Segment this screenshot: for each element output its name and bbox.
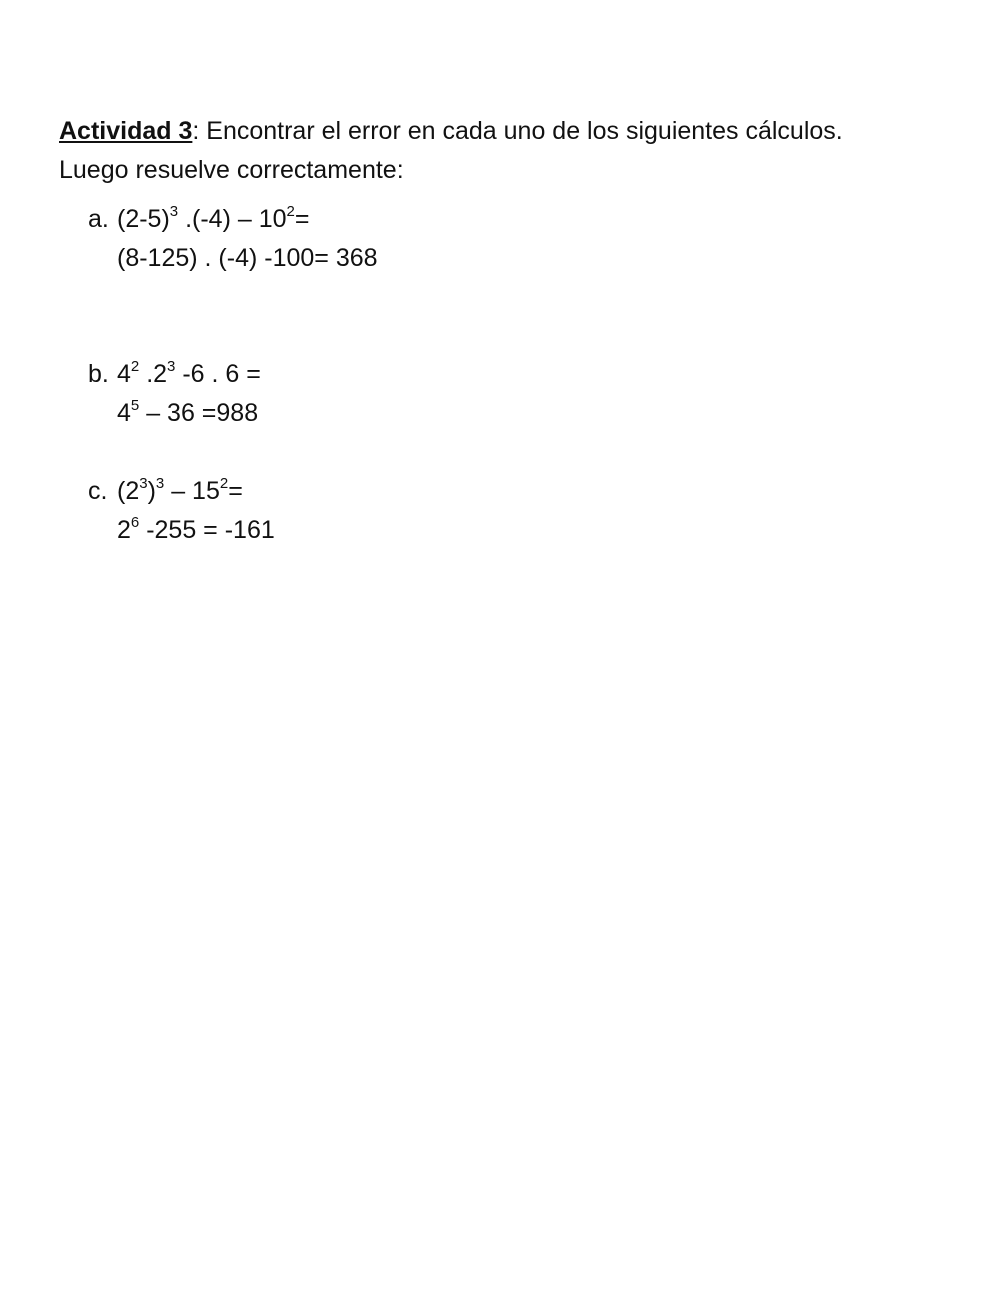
- activity-heading: [59, 112, 959, 190]
- exercise-b-statement: b. $4^2$ $.2^3$ -6 . 6 =: [88, 355, 261, 394]
- exercise-b-calculation: $4^5 - 36 =988$: [117, 396, 259, 427]
- exercise-a-calculation: (8-125) . (-4) -100= 368: [117, 244, 378, 272]
- heading-line-2: Luego resuelve correctamente:: [59, 156, 404, 184]
- heading-line-1: [59, 112, 959, 151]
- exercise-c-statement: c. $(2^3)^3 - 15^2=$: [88, 472, 275, 511]
- exercise-c-calculation: $2^6$ -255 = -161: [117, 513, 275, 544]
- exercise-b-marker: b.: [88, 360, 109, 388]
- exercise-c-marker: c.: [88, 477, 108, 505]
- exercise-a-statement: a. $(2-5)^3$ $.(-4) - 10^2=$: [88, 200, 378, 239]
- exercise-b: [88, 355, 261, 433]
- exercise-c: [88, 472, 275, 550]
- activity-instruction: : Encontrar el error en cada uno de los siguientes cálculos.: [192, 117, 843, 145]
- exercise-a: [88, 200, 378, 278]
- exercise-a-marker: a.: [88, 205, 109, 233]
- activity-title: Actividad 3: [59, 117, 193, 145]
